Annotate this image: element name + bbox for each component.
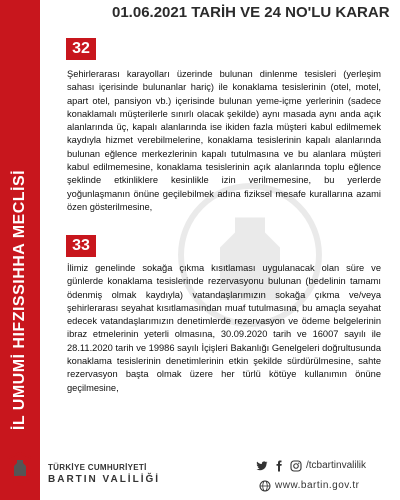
website-link[interactable] — [258, 479, 359, 492]
item-paragraph: Şehirlerarası karayolları üzerinde bulunan dinlenme tesisleri (yerleşim sahası içerisinde bulunanlar hariç) ile konaklama tesislerinin (otel, motel, apart otel, pansiyon vb.) içerisinde bulunan yeme-içme yerlerinin (sadece konaklamalı müşterilerle sınırlı olacak şekilde) aynı masada aynı anda açık alanlarında üç, kapalı alanlarında ise ikiden fazla müşteri kabul edilmemek kaydıyla hizmet verebilmelerine, konaklama tesislerinin kapalı alanlarında bulunan eğlence merkezlerinin kapalı tutulmasına ve bu alanlara müşteri kabul edilmemesine, konaklama tesislerinin açık alanlarında toplu eğlence şeklinde etkinliklere kesinlikle izin verilmemesine, bu yerlerde yoğunlaşmanın önüne geçilebilmek adına fiziksel mesafe kurallarına azami özen gösterilmesine, — [67, 69, 381, 212]
organization-name — [48, 462, 160, 486]
twitter-icon[interactable] — [255, 459, 268, 472]
social-handle[interactable]: /tcbartinvalilik — [306, 460, 367, 471]
organization-line1: TÜRKİYE CUMHURİYETİ — [48, 463, 147, 472]
social-links — [255, 459, 366, 472]
item-number-badge: 33 — [66, 235, 96, 257]
sidebar-banner — [0, 0, 40, 500]
bartin-logo-icon — [6, 452, 34, 486]
sidebar-title: İL UMUMİ HIFZISSIHHA MECLİSİ — [11, 169, 28, 431]
website-url[interactable]: www.bartin.gov.tr — [275, 480, 360, 491]
item-number-badge: 32 — [66, 38, 96, 60]
facebook-icon[interactable] — [272, 459, 285, 472]
globe-icon — [258, 479, 271, 492]
organization-line2: BARTIN VALİLİĞİ — [48, 474, 161, 485]
instagram-icon[interactable] — [289, 459, 302, 472]
item-paragraph: İlimiz genelinde sokağa çıkma kısıtlaması uygulanacak olan süre ve günlerde konaklama tesislerinde rezervasyonu bulunan (bedelinin tamamı ödenmiş olmak kaydıyla) vatandaşlarımızın sokağa çıkma ve/veya şehirlerarası seyahat kısıtlamasından muaf tutulmasına, bu amaçla seyahat edecek vatandaşlarımızın denetimlerde rezervasyon ve ödeme belgelerinin ibraz etmelerinin yeterli olmasına, 30.09.2020 tarih ve 16007 sayılı ile 28.11.2020 tarih ve 19986 sayılı İçişleri Bakanlığı Genelgeleri doğrultusunda konaklama tesislerinin denetimlerinin etkin şekilde sürdürülmesine, sahte rezervasyon başta olmak üzere her türlü kötüye kullanımın önüne geçilmesine, — [67, 263, 381, 393]
page-title: 01.06.2021 TARİH VE 24 NO'LU KARAR — [112, 4, 390, 21]
